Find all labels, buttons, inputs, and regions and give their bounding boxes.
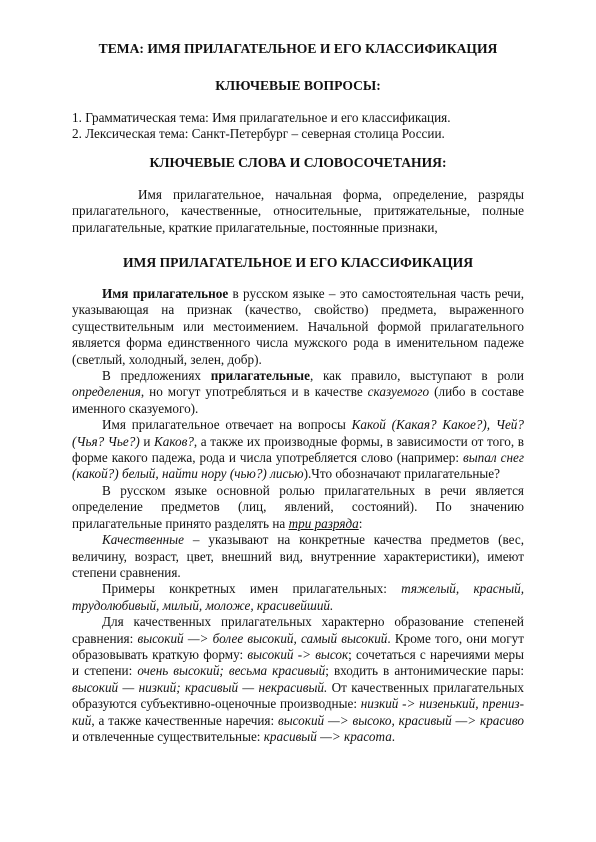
keywords-text: Имя прилагательное, начальная форма, определение, разряды прилагательного, качественные, относительные, притяжательные, полные прилагательные, краткие прилагательные, постоянные признаки, [72,187,524,235]
key-question-item: 1. Грамматическая тема: Имя прилагательное и его классификация. [72,110,451,125]
paragraph-definition: Имя прилагательное в русском языке – это самостоятельная часть речи, указывающая на признак (качество, свойство) предмета, выраженного существительным или местоимением. Начальной формой прилагательного является форма единственного числа мужского рода в именительном падеже (светлый, холодный, зелен, добр). [72,286,524,367]
paragraph-syntax-role: В предложениях прилагательные, как правило, выступают в роли определения, но могут употребляться и в качестве сказуемого (либо в составе именного сказуемого). [72,368,524,416]
paragraph-categories: В русском языке основной ролью прилагательных в речи является определение предметов (лиц, явлений, состояний). По значению прилагательные принято разделять на три разряда: [72,482,524,531]
key-question-item: 2. Лексическая тема: Санкт-Петербург – северная столица России. [72,126,445,142]
keywords-heading: КЛЮЧЕВЫЕ СЛОВА И СЛОВОСОЧЕТАНИЯ: [149,155,447,170]
section-heading: ИМЯ ПРИЛАГАТЕЛЬНОЕ И ЕГО КЛАССИФИКАЦИЯ [122,255,474,270]
key-questions-list [72,110,532,143]
paragraph-examples: Примеры конкретных имен прилагательных: тяжелый, красный, трудолюбивый, милый, моложе, красивейший. [72,581,525,613]
paragraph-qualitative: Качественные – указывают на конкретные качества предметов (вес, величину, возраст, цвет, внешний вид, внутренние характеристики), имеют степени сравнения. [72,532,524,580]
page-title: ТЕМА: ИМЯ ПРИЛАГАТЕЛЬНОЕ И ЕГО КЛАССИФИКАЦИЯ [98,41,498,56]
term-adjective: Имя прилагательное [102,286,229,301]
paragraph-degrees: Для качественных прилагательных характерно образование степеней сравнения: высокий —> более высокий, самый высокий. Кроме того, они могут образовывать краткую форму: высокий -> высок; сочетаться с наречиями меры и степени: очень высокий; весьма красивый; входить в антонимические пары: высокий — низкий; красивый — некрасивый. От качественных прилагательных образуются субъективно-оценочные производные: низкий -> низенький, пренизкий, а также качественные наречия: высокий —> высоко, красивый —> красиво и отвлеченные существительные: красивый —> красота. [72,614,524,744]
key-questions-heading: КЛЮЧЕВЫЕ ВОПРОСЫ: [215,78,381,93]
section-body [72,286,524,745]
paragraph-questions: Имя прилагательное отвечает на вопросы Какой (Какая? Какое?), Чей? (Чья? Чье?) и Каков?, а также их производные формы, в зависимости от того, в форме какого падежа, рода и числа употребляется слово (например: выпал снег (какой?) белый, найти нору (чью?) лисью).Что обозначают прилагательные? [72,417,524,482]
